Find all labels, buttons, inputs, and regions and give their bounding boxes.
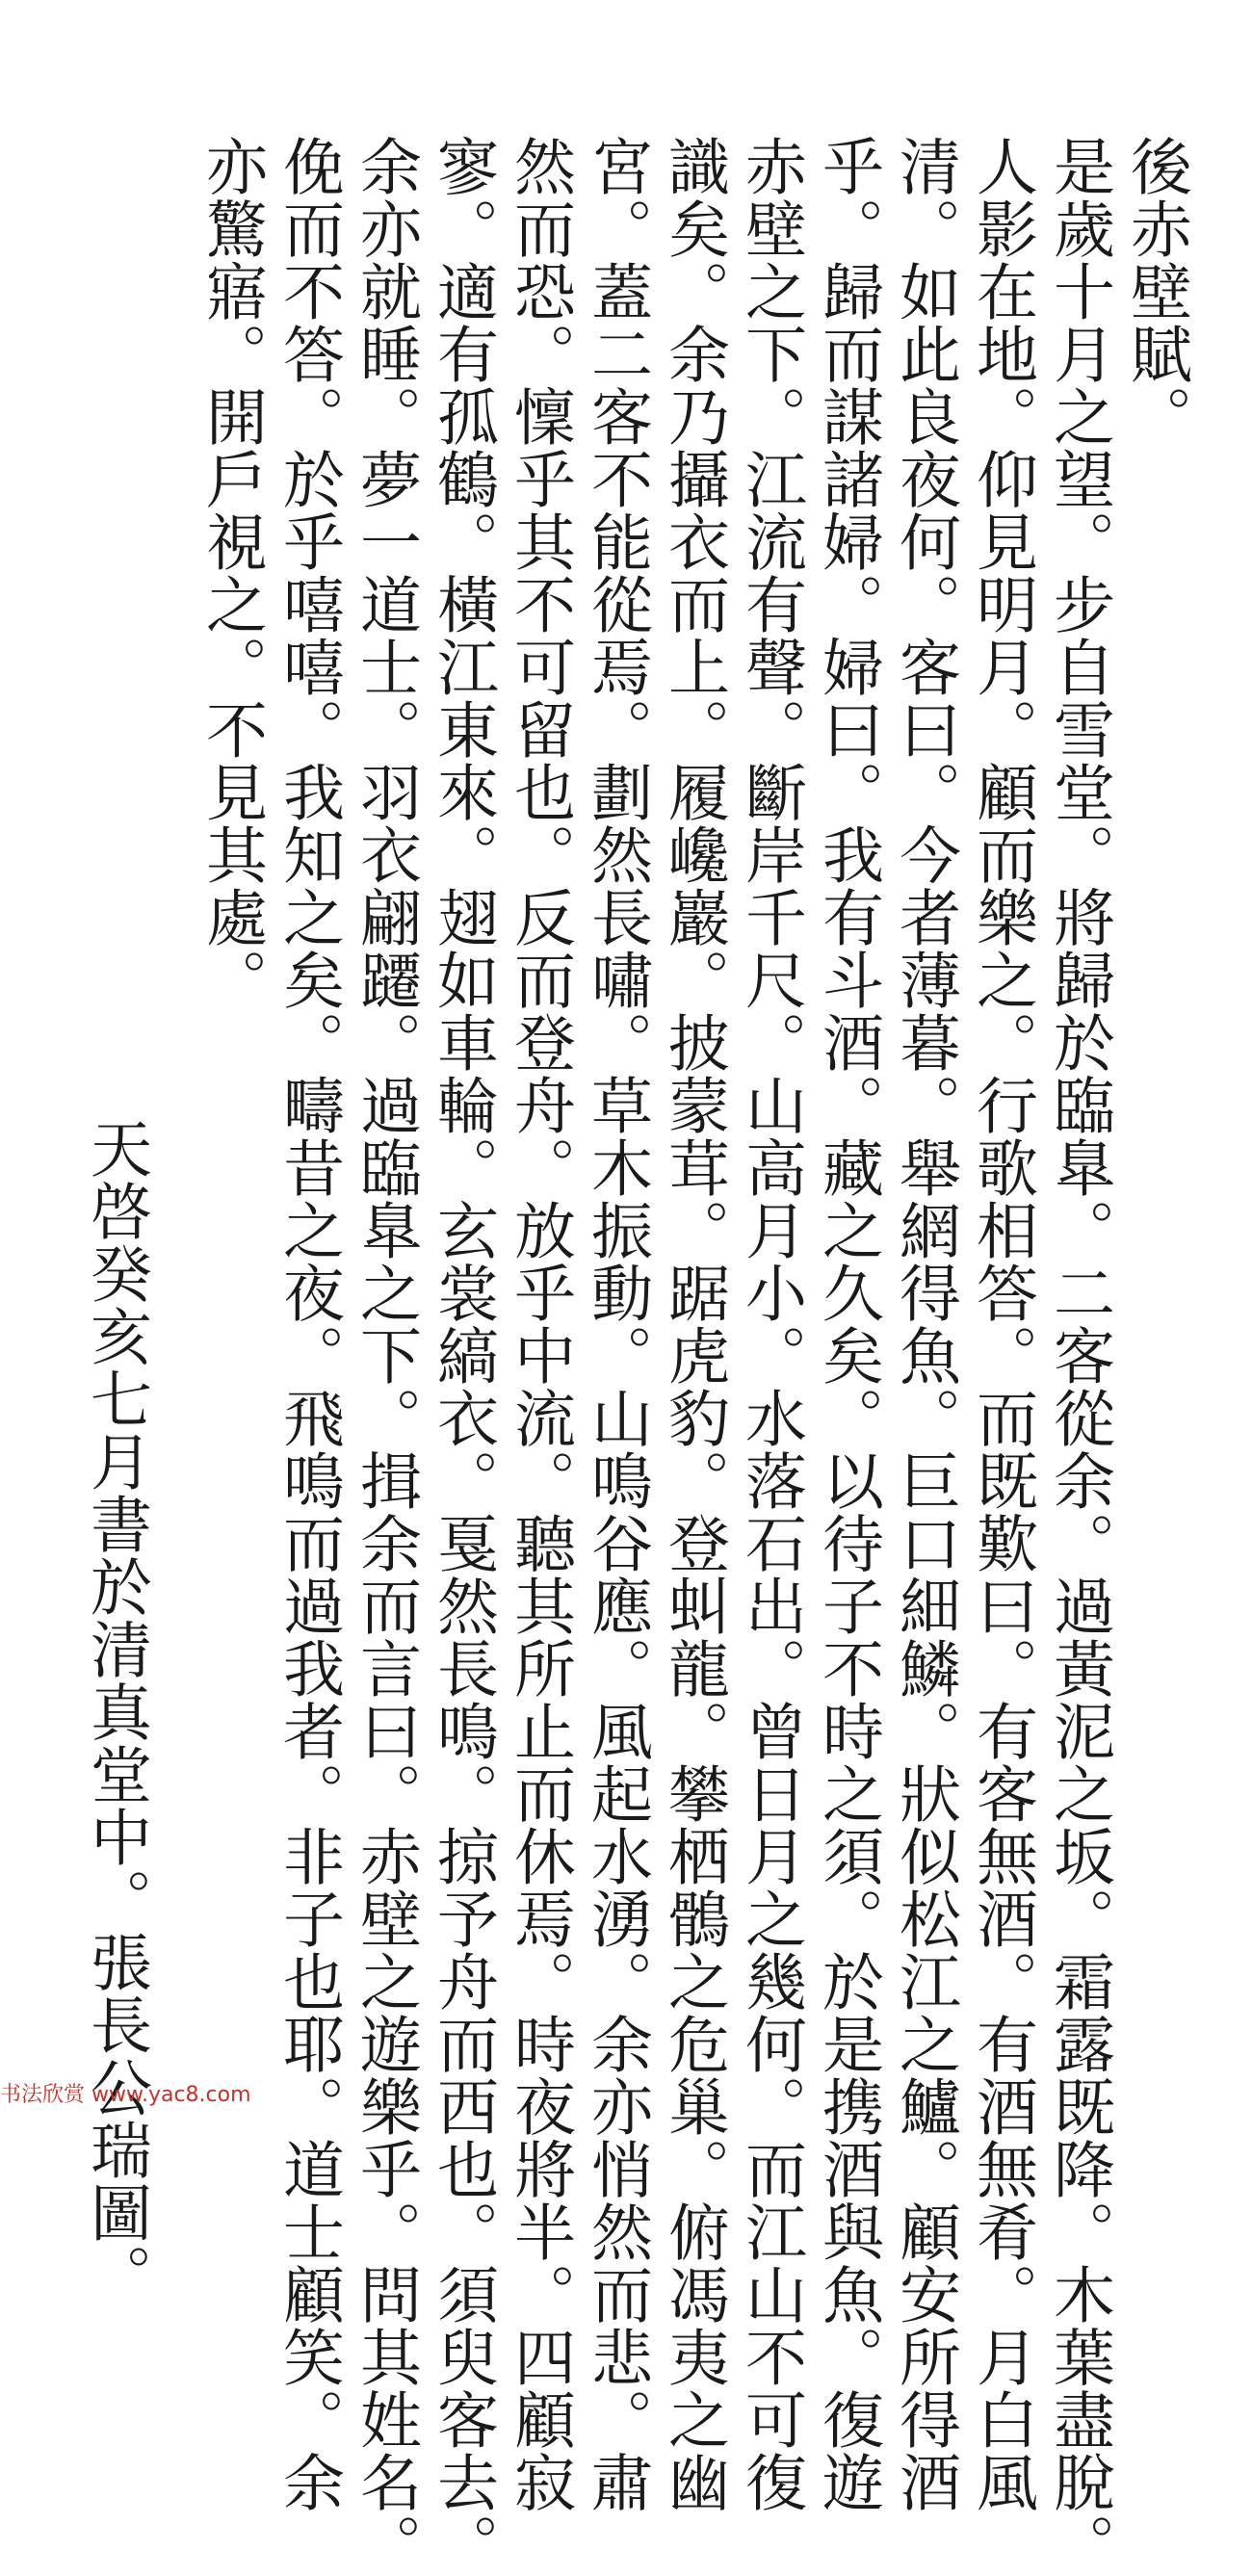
colophon: 天啓癸亥七月書於清真堂中。張長公瑞圖。 [80,1117,151,2306]
text-column-3: 人影在地。仰見明月。顧而樂之。行歌相答。而既歎曰。有客無酒。有酒無肴。月白風 [966,135,1037,2513]
text-column-12: 俛而不答。於乎嘻嘻。我知之矣。疇昔之夜。飛鳴而過我者。非子也耶。道士顧笑。余 [273,135,344,2513]
text-column-5: 乎。歸而謀諸婦。婦曰。我有斗酒。藏之久矣。以待子不時之須。於是携酒與魚。復遊 [812,135,883,2513]
text-column-7: 識矣。余乃攝衣而上。履巉巖。披蒙茸。踞虎豹。登虯龍。攀栖鶻之危巢。俯馮夷之幽 [658,135,729,2513]
text-column-2: 是歲十月之望。步自雪堂。將歸於臨臯。二客從余。過黃泥之坂。霜露既降。木葉盡脫。 [1043,135,1114,2576]
watermark-text: 书法欣赏 www.yac8.com [0,2083,251,2107]
text-column-13: 亦驚寤。開戶視之。不見其處。 [196,135,267,1011]
text-column-4: 清。如此良夜何。客曰。今者薄暮。舉網得魚。巨口細鱗。狀似松江之鱸。顧安所得酒 [889,135,960,2513]
text-column-11: 余亦就睡。夢一道士。羽衣翩躚。過臨臯之下。揖余而言曰。赤壁之遊樂乎。問其姓名。 [350,135,421,2576]
text-column-10: 寥。適有孤鶴。橫江東來。翅如車輪。玄裳縞衣。戛然長鳴。掠予舟而西也。須臾客去。 [427,135,498,2576]
text-column-1: 後赤壁賦。 [1120,135,1191,448]
text-column-8: 宮。蓋二客不能從焉。劃然長嘯。草木振動。山鳴谷應。風起水湧。余亦悄然而悲。肅 [581,135,652,2513]
text-column-6: 赤壁之下。江流有聲。斷岸千尺。山高月小。水落石出。曾日月之幾何。而江山不可復 [735,135,806,2513]
text-column-9: 然而恐。懍乎其不可留也。反而登舟。放乎中流。聽其所止而休焉。時夜將半。四顧寂 [504,135,575,2513]
